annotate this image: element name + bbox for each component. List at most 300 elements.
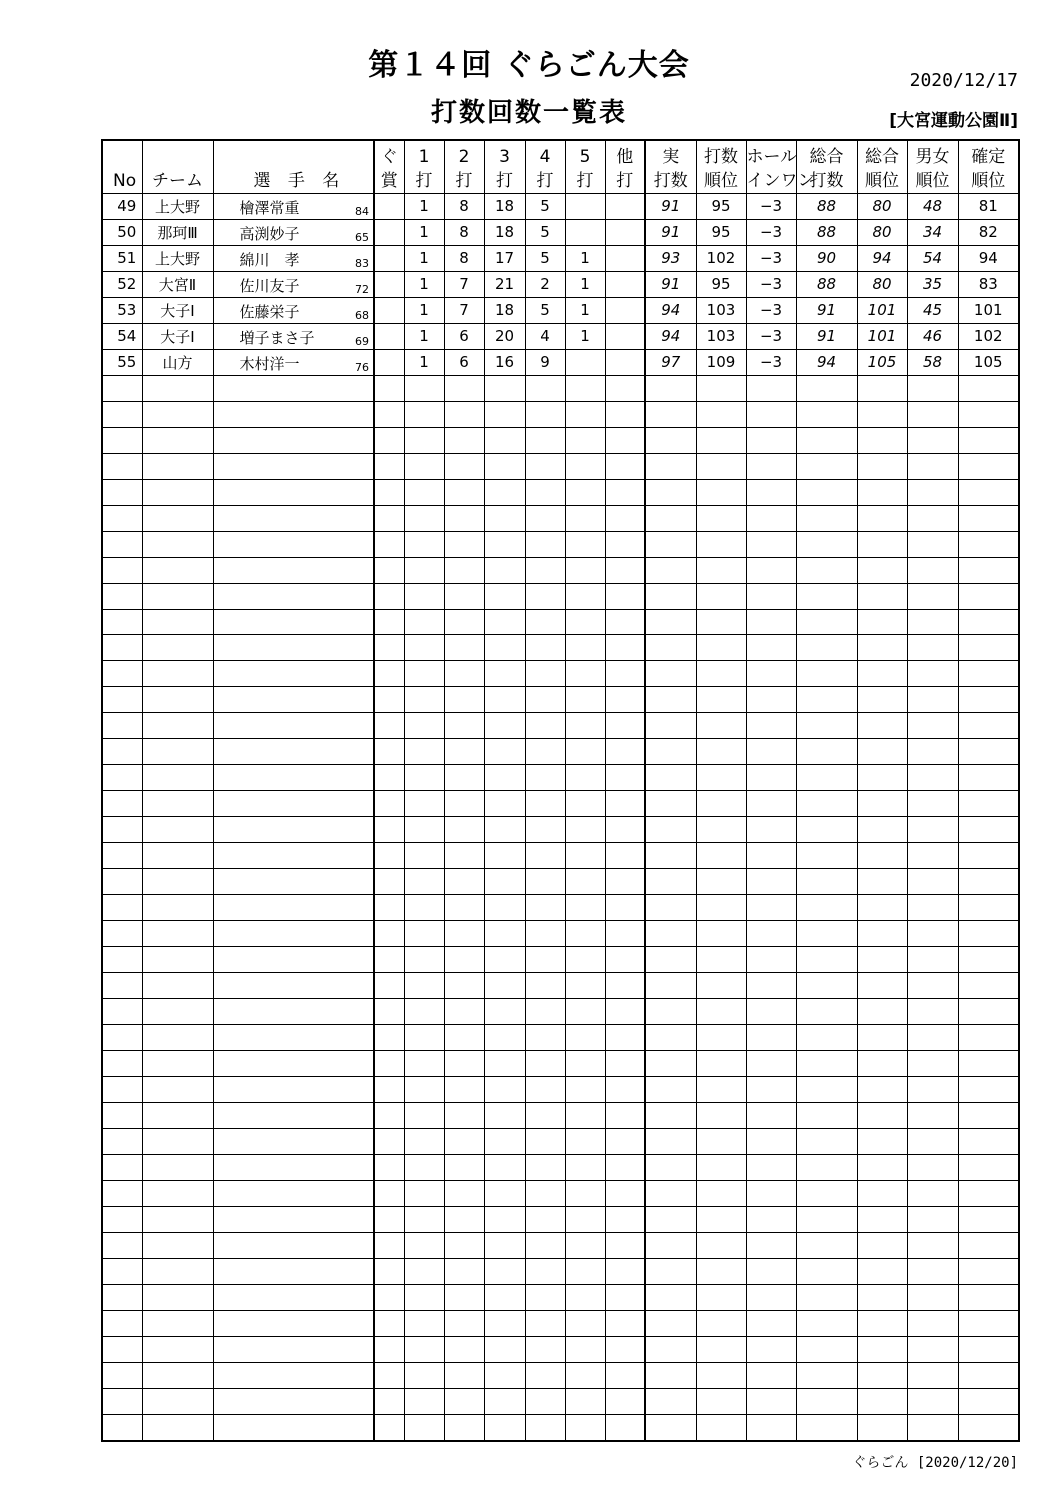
cell-hio: −3 [746,271,796,297]
cell-team: 大子Ⅰ [142,323,213,349]
empty-cell [484,765,525,791]
empty-cell [374,1284,404,1310]
empty-cell [525,583,565,609]
empty-cell [907,973,958,999]
col-trank: 総合 順位 [857,140,907,194]
col-gender: 男女 順位 [907,140,958,194]
empty-cell [696,921,746,947]
empty-row [102,401,1019,427]
empty-cell [857,817,907,843]
empty-cell [605,401,645,427]
empty-cell [605,479,645,505]
empty-cell [213,921,374,947]
empty-cell [374,1414,404,1440]
empty-cell [857,1076,907,1102]
empty-cell [958,1076,1019,1102]
empty-cell [213,791,374,817]
empty-cell [907,1025,958,1051]
empty-cell [605,453,645,479]
empty-cell [645,1206,696,1232]
empty-cell [645,1128,696,1154]
empty-cell [484,687,525,713]
empty-cell [213,505,374,531]
empty-cell [857,999,907,1025]
empty-cell [484,1310,525,1336]
empty-cell [958,557,1019,583]
empty-cell [857,401,907,427]
cell-rank: 95 [696,194,746,220]
empty-cell [565,557,605,583]
empty-cell [645,1414,696,1440]
empty-cell [484,1154,525,1180]
empty-cell [374,557,404,583]
empty-cell [857,1388,907,1414]
empty-cell [796,661,857,687]
empty-cell [857,375,907,401]
empty-cell [696,1025,746,1051]
col-name: 選 手 名 [213,140,374,194]
empty-cell [102,973,142,999]
empty-cell [102,869,142,895]
empty-cell [444,1206,484,1232]
page-subtitle: 打数回数一覧表 [430,98,627,128]
cell-s3: 18 [484,297,525,323]
empty-cell [484,999,525,1025]
cell-no: 49 [102,194,142,220]
empty-row [102,713,1019,739]
empty-cell [958,375,1019,401]
empty-cell [404,895,444,921]
empty-cell [645,505,696,531]
cell-hio: −3 [746,194,796,220]
empty-cell [404,505,444,531]
cell-s5: 1 [565,271,605,297]
empty-cell [605,947,645,973]
empty-cell [857,505,907,531]
player-name: 佐川友子 [239,276,300,295]
empty-row [102,921,1019,947]
empty-cell [857,843,907,869]
empty-cell [484,453,525,479]
empty-cell [142,1050,213,1076]
empty-cell [484,401,525,427]
empty-cell [484,791,525,817]
cell-actual: 94 [645,323,696,349]
empty-cell [213,1336,374,1362]
empty-cell [565,739,605,765]
empty-cell [696,843,746,869]
empty-cell [484,1388,525,1414]
empty-cell [404,765,444,791]
empty-cell [404,661,444,687]
empty-cell [213,453,374,479]
cell-actual: 91 [645,194,696,220]
empty-cell [696,1258,746,1284]
empty-cell [857,791,907,817]
empty-cell [907,1206,958,1232]
empty-cell [605,713,645,739]
empty-cell [796,1076,857,1102]
empty-cell [213,1050,374,1076]
empty-cell [102,1336,142,1362]
empty-cell [958,401,1019,427]
empty-cell [444,739,484,765]
player-name: 檜澤常重 [239,199,300,217]
empty-cell [142,609,213,635]
empty-row [102,765,1019,791]
empty-cell [696,1310,746,1336]
empty-cell [857,1232,907,1258]
footer-stamp: ぐらごん [2020/12/20] [852,1455,1018,1471]
table-body [102,194,1019,1441]
empty-cell [958,1102,1019,1128]
empty-cell [958,817,1019,843]
cell-gender: 46 [907,323,958,349]
empty-cell [565,1336,605,1362]
empty-cell [958,921,1019,947]
empty-cell [444,1310,484,1336]
empty-cell [374,869,404,895]
empty-cell [525,375,565,401]
empty-cell [565,1206,605,1232]
empty-cell [102,401,142,427]
cell-other [605,297,645,323]
empty-cell [857,895,907,921]
cell-s1: 1 [404,219,444,245]
empty-cell [374,1180,404,1206]
empty-cell [444,1336,484,1362]
empty-cell [645,713,696,739]
empty-cell [857,1284,907,1310]
empty-cell [444,687,484,713]
empty-cell [645,635,696,661]
empty-cell [958,1180,1019,1206]
empty-cell [444,531,484,557]
empty-cell [565,1310,605,1336]
empty-cell [645,739,696,765]
table-row [102,297,1019,323]
empty-cell [484,479,525,505]
empty-cell [213,739,374,765]
empty-cell [907,687,958,713]
empty-cell [958,583,1019,609]
empty-cell [907,1414,958,1440]
col-s5: 5 打 [565,140,605,194]
cell-s4: 2 [525,271,565,297]
empty-cell [404,1310,444,1336]
empty-cell [102,1076,142,1102]
empty-cell [746,1050,796,1076]
empty-cell [444,843,484,869]
empty-cell [525,765,565,791]
empty-cell [958,479,1019,505]
cell-s1: 1 [404,349,444,375]
empty-cell [696,375,746,401]
empty-cell [746,583,796,609]
empty-cell [857,453,907,479]
empty-cell [565,635,605,661]
empty-cell [857,921,907,947]
empty-cell [907,479,958,505]
empty-cell [213,1284,374,1310]
empty-cell [142,1076,213,1102]
empty-cell [565,583,605,609]
empty-cell [605,973,645,999]
empty-row [102,531,1019,557]
empty-cell [605,1102,645,1128]
empty-cell [213,1206,374,1232]
empty-cell [796,1128,857,1154]
empty-row [102,999,1019,1025]
empty-cell [907,453,958,479]
empty-cell [565,1258,605,1284]
empty-cell [213,1076,374,1102]
empty-cell [746,375,796,401]
empty-cell [525,1180,565,1206]
empty-cell [374,843,404,869]
empty-cell [696,453,746,479]
empty-cell [213,635,374,661]
empty-cell [525,661,565,687]
empty-cell [142,791,213,817]
empty-cell [525,479,565,505]
cell-s3: 18 [484,219,525,245]
empty-cell [746,1180,796,1206]
empty-cell [605,1284,645,1310]
empty-cell [404,1025,444,1051]
empty-cell [696,609,746,635]
empty-cell [645,1050,696,1076]
empty-cell [213,401,374,427]
empty-row [102,1414,1019,1440]
cell-s2: 8 [444,245,484,271]
empty-cell [525,1388,565,1414]
empty-cell [857,1154,907,1180]
empty-cell [907,505,958,531]
empty-cell [907,531,958,557]
cell-s5 [565,194,605,220]
empty-cell [645,999,696,1025]
empty-cell [696,1154,746,1180]
empty-cell [696,1336,746,1362]
cell-final: 94 [958,245,1019,271]
empty-cell [796,973,857,999]
empty-cell [484,531,525,557]
cell-s2: 7 [444,297,484,323]
empty-row [102,1362,1019,1388]
cell-total: 88 [796,271,857,297]
empty-cell [857,1102,907,1128]
empty-cell [374,1388,404,1414]
cell-final: 101 [958,297,1019,323]
empty-cell [404,1258,444,1284]
empty-cell [645,583,696,609]
empty-cell [565,453,605,479]
empty-cell [645,531,696,557]
empty-cell [213,661,374,687]
empty-cell [102,895,142,921]
empty-cell [645,1336,696,1362]
cell-s3: 17 [484,245,525,271]
cell-final: 105 [958,349,1019,375]
empty-cell [565,1025,605,1051]
empty-cell [404,635,444,661]
empty-cell [444,895,484,921]
cell-gu [374,194,404,220]
empty-cell [404,1284,444,1310]
empty-cell [645,557,696,583]
empty-cell [444,973,484,999]
empty-cell [605,1414,645,1440]
empty-cell [857,1206,907,1232]
empty-cell [645,1362,696,1388]
col-total: 総合 打数 [796,140,857,194]
empty-cell [444,505,484,531]
empty-cell [857,479,907,505]
empty-cell [484,661,525,687]
empty-row [102,739,1019,765]
empty-cell [142,1232,213,1258]
player-age: 76 [355,360,369,374]
empty-cell [525,557,565,583]
player-name: 佐藤栄子 [239,302,300,321]
empty-row [102,427,1019,453]
empty-cell [696,1128,746,1154]
empty-cell [605,1336,645,1362]
empty-cell [958,1258,1019,1284]
empty-cell [374,635,404,661]
empty-cell [374,1025,404,1051]
empty-cell [374,375,404,401]
empty-cell [796,791,857,817]
empty-cell [796,921,857,947]
empty-cell [565,401,605,427]
empty-cell [404,1232,444,1258]
empty-cell [796,505,857,531]
cell-name [213,349,374,375]
empty-cell [102,1284,142,1310]
empty-cell [696,973,746,999]
empty-cell [142,1414,213,1440]
empty-cell [102,817,142,843]
empty-cell [404,999,444,1025]
empty-cell [645,1025,696,1051]
empty-cell [696,1076,746,1102]
empty-cell [746,1362,796,1388]
empty-cell [374,401,404,427]
empty-cell [958,1388,1019,1414]
empty-cell [746,1258,796,1284]
empty-cell [102,479,142,505]
empty-cell [374,583,404,609]
empty-cell [374,1102,404,1128]
empty-cell [605,635,645,661]
empty-cell [525,1414,565,1440]
empty-cell [374,479,404,505]
empty-cell [746,1025,796,1051]
cell-rank: 103 [696,297,746,323]
empty-cell [605,1388,645,1414]
empty-cell [958,1310,1019,1336]
empty-cell [605,791,645,817]
empty-cell [213,999,374,1025]
col-no: No [102,140,142,194]
col-s4: 4 打 [525,140,565,194]
empty-cell [565,1232,605,1258]
cell-rank: 95 [696,271,746,297]
empty-cell [213,375,374,401]
col-other: 他 打 [605,140,645,194]
cell-s2: 6 [444,349,484,375]
empty-cell [958,999,1019,1025]
empty-cell [857,1180,907,1206]
player-name: 綿川 孝 [239,250,300,269]
empty-cell [696,479,746,505]
cell-gu [374,323,404,349]
empty-cell [142,895,213,921]
cell-no: 51 [102,245,142,271]
empty-cell [645,869,696,895]
cell-s5: 1 [565,297,605,323]
cell-name [213,297,374,323]
col-rank: 打数 順位 [696,140,746,194]
empty-cell [796,1206,857,1232]
empty-cell [605,609,645,635]
empty-cell [958,427,1019,453]
empty-cell [746,531,796,557]
empty-cell [102,453,142,479]
cell-gender: 35 [907,271,958,297]
cell-actual: 91 [645,271,696,297]
cell-team: 那珂Ⅲ [142,219,213,245]
empty-cell [484,1284,525,1310]
empty-cell [404,401,444,427]
empty-cell [525,1362,565,1388]
empty-cell [907,713,958,739]
empty-cell [796,1388,857,1414]
empty-cell [404,1414,444,1440]
cell-other [605,245,645,271]
empty-cell [142,531,213,557]
empty-cell [102,531,142,557]
empty-cell [796,1232,857,1258]
empty-cell [142,1128,213,1154]
empty-cell [605,1232,645,1258]
empty-cell [907,1258,958,1284]
empty-row [102,869,1019,895]
empty-row [102,661,1019,687]
empty-cell [796,947,857,973]
empty-cell [696,427,746,453]
empty-cell [746,1076,796,1102]
empty-cell [374,739,404,765]
empty-cell [484,609,525,635]
empty-cell [857,973,907,999]
empty-cell [746,401,796,427]
empty-cell [142,1180,213,1206]
empty-row [102,895,1019,921]
empty-cell [444,1154,484,1180]
cell-other [605,349,645,375]
empty-cell [565,765,605,791]
empty-cell [565,375,605,401]
empty-cell [746,947,796,973]
empty-cell [565,713,605,739]
empty-cell [696,817,746,843]
empty-cell [444,1362,484,1388]
empty-cell [746,973,796,999]
empty-cell [142,1206,213,1232]
